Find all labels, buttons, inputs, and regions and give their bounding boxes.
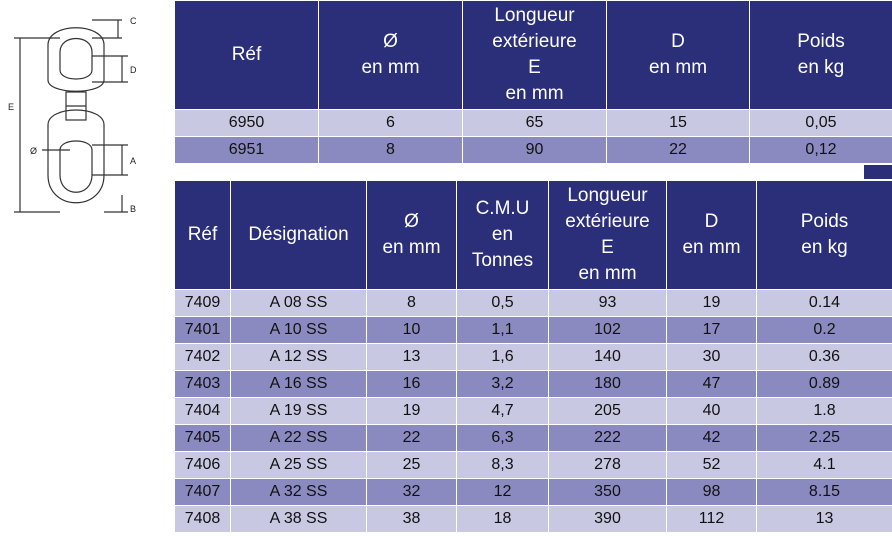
label-e: E (8, 102, 15, 112)
table-cell: 102 (549, 317, 667, 344)
table-cell: A 32 SS (231, 479, 367, 506)
table-cell: 350 (549, 479, 667, 506)
table-cell: 47 (667, 371, 757, 398)
header-length: Longueur extérieure E en mm (549, 181, 667, 290)
table-cell: A 12 SS (231, 344, 367, 371)
label-b: B (130, 204, 137, 214)
header-weight: Poids en kg (757, 181, 892, 290)
header-length: Longueur extérieure E en mm (463, 1, 607, 110)
table-cell: 180 (549, 371, 667, 398)
table-cell: 7407 (175, 479, 231, 506)
table-row (175, 479, 892, 506)
table-cell: 90 (463, 137, 607, 164)
table-cell: 205 (549, 398, 667, 425)
table-cell: 19 (667, 290, 757, 317)
table-cell: 0,05 (750, 110, 892, 137)
lower-eye-inner (60, 141, 92, 192)
label-c: C (130, 16, 137, 26)
table-cell: 7405 (175, 425, 231, 452)
table-header-row (175, 181, 892, 290)
header-d: D en mm (607, 1, 750, 110)
table-cell: 40 (667, 398, 757, 425)
label-a: A (130, 156, 137, 166)
table-cell: 7402 (175, 344, 231, 371)
table-cell: 52 (667, 452, 757, 479)
table-row (175, 371, 892, 398)
header-cmu: C.M.U en Tonnes (457, 181, 549, 290)
table-cell: 140 (549, 344, 667, 371)
table-cell: 4.1 (757, 452, 892, 479)
label-dia: Ø (30, 146, 38, 156)
upper-eye-inner (60, 39, 92, 80)
table-cell: 30 (667, 344, 757, 371)
table-cell: 15 (607, 110, 750, 137)
header-weight: Poids en kg (750, 1, 892, 110)
table-cell: 0,12 (750, 137, 892, 164)
table-row (175, 137, 892, 164)
table-row (175, 317, 892, 344)
swivel-diagram (0, 0, 170, 230)
label-d: D (130, 65, 137, 75)
header-diameter: Ø en mm (367, 181, 457, 290)
table-cell: 112 (667, 506, 757, 533)
table-cell: 0.14 (757, 290, 892, 317)
table-cell: 22 (367, 425, 457, 452)
table-cell: 18 (457, 506, 549, 533)
table-cell: 8.15 (757, 479, 892, 506)
table-cell: 16 (367, 371, 457, 398)
table-cell: 0,5 (457, 290, 549, 317)
header-ref: Réf (175, 181, 231, 290)
table-cell: 8,3 (457, 452, 549, 479)
table-cell: 13 (367, 344, 457, 371)
table-cell: 10 (367, 317, 457, 344)
table-cell: 3,2 (457, 371, 549, 398)
table-cell: 1,1 (457, 317, 549, 344)
table-cell: A 19 SS (231, 398, 367, 425)
table-cell: A 10 SS (231, 317, 367, 344)
table-cell: 7409 (175, 290, 231, 317)
table-cell: 8 (319, 137, 463, 164)
table-cell: 6950 (175, 110, 319, 137)
table-cell: 6951 (175, 137, 319, 164)
table-cell: 222 (549, 425, 667, 452)
table-cell: 0.89 (757, 371, 892, 398)
table-cell: A 38 SS (231, 506, 367, 533)
table-cell: 38 (367, 506, 457, 533)
table-row (175, 425, 892, 452)
table-row (175, 290, 892, 317)
table-cell: A 16 SS (231, 371, 367, 398)
table-cell: 1,6 (457, 344, 549, 371)
header-diameter: Ø en mm (319, 1, 463, 110)
table-row (175, 506, 892, 533)
spec-table-standard (174, 0, 892, 164)
table-cell: 278 (549, 452, 667, 479)
table-cell: 6 (319, 110, 463, 137)
table-cell: A 25 SS (231, 452, 367, 479)
header-ref: Réf (175, 1, 319, 110)
table-cell: 98 (667, 479, 757, 506)
table-cell: 42 (667, 425, 757, 452)
table-row (175, 452, 892, 479)
lower-eye-outline (48, 110, 104, 203)
table-cell: A 22 SS (231, 425, 367, 452)
table-cell: 0.2 (757, 317, 892, 344)
table-row (175, 110, 892, 137)
table-cell: 7404 (175, 398, 231, 425)
table-cell: 6,3 (457, 425, 549, 452)
table-cell: 12 (457, 479, 549, 506)
table-cell: 0.36 (757, 344, 892, 371)
table-cell: 19 (367, 398, 457, 425)
table-row (175, 344, 892, 371)
spec-table-stainless (174, 180, 892, 533)
table-cell: 25 (367, 452, 457, 479)
table-cell: 65 (463, 110, 607, 137)
table-cell: A 08 SS (231, 290, 367, 317)
table-header-row (175, 1, 892, 110)
header-d: D en mm (667, 181, 757, 290)
table-cell: 17 (667, 317, 757, 344)
table-cell: 8 (367, 290, 457, 317)
table-cell: 22 (607, 137, 750, 164)
header-designation: Désignation (231, 181, 367, 290)
table-cell: 7403 (175, 371, 231, 398)
table-cell: 7401 (175, 317, 231, 344)
table-cell: 4,7 (457, 398, 549, 425)
table-cell: 1.8 (757, 398, 892, 425)
table-cell: 93 (549, 290, 667, 317)
table-cell: 390 (549, 506, 667, 533)
header-accent-strip (864, 165, 892, 179)
table-cell: 13 (757, 506, 892, 533)
table-cell: 7406 (175, 452, 231, 479)
table-row (175, 398, 892, 425)
table-cell: 2.25 (757, 425, 892, 452)
table-cell: 7408 (175, 506, 231, 533)
table-cell: 32 (367, 479, 457, 506)
